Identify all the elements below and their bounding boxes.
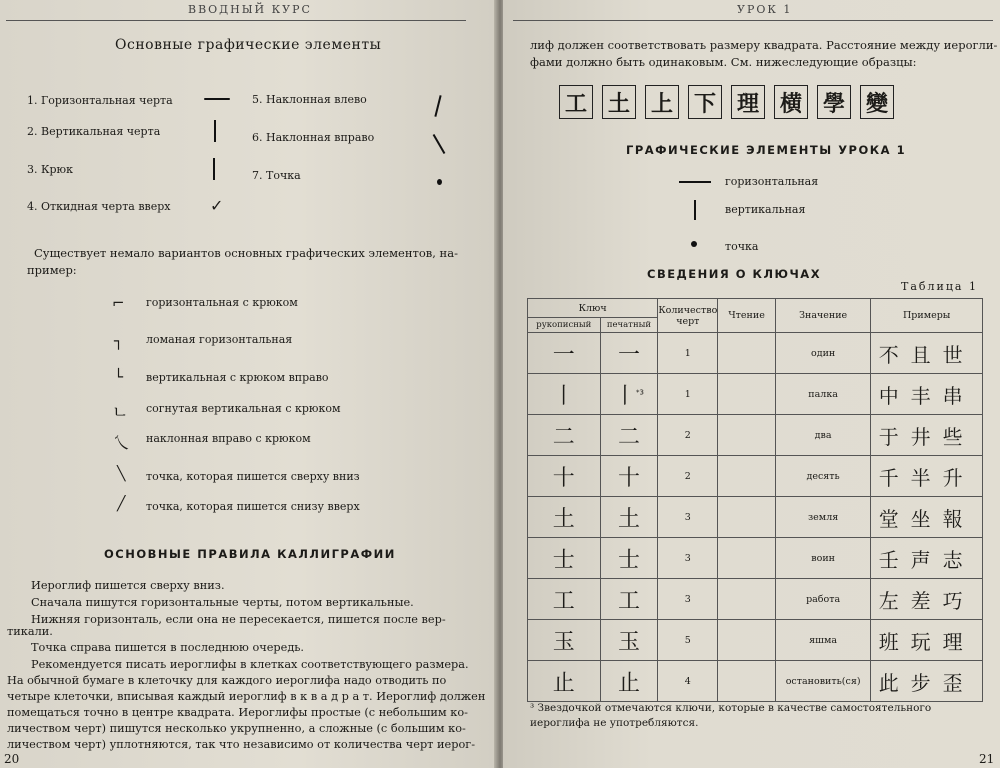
printed-radical: 工 — [600, 579, 658, 620]
examples-cell: 千半升 — [871, 456, 983, 497]
variant-item: вертикальная с крюком вправо — [146, 371, 329, 384]
section-heading: ГРАФИЧЕСКИЕ ЭЛЕМЕНТЫ УРОКА 1 — [626, 143, 907, 157]
paragraph-line: лиф должен соответствовать размеру квадрата. Расстояние между иерогли- — [530, 38, 998, 52]
vertical-stroke-icon — [694, 200, 696, 220]
footnote-line: иероглифа не употребляются. — [530, 717, 699, 729]
table-row — [528, 456, 983, 497]
lesson-element: точка — [725, 240, 759, 253]
printed-radical: 二 — [600, 415, 658, 456]
table-row — [528, 374, 983, 415]
vertical-right-hook-icon: └ — [114, 368, 124, 386]
running-head: УРОК 1 — [737, 3, 793, 16]
meaning-cell: десять — [775, 456, 871, 497]
rules-line: тикали. — [7, 625, 53, 638]
rules-line: Точка справа пишется в последнюю очередь. — [31, 641, 305, 654]
printed-radical-char: 丨 — [613, 383, 636, 409]
variant-item: наклонная вправо с крюком — [146, 432, 311, 445]
header-rule — [513, 20, 993, 21]
element-item: 6. Наклонная вправо — [252, 131, 375, 144]
element-item: 4. Откидная черта вверх — [27, 200, 171, 213]
table-row — [528, 538, 983, 579]
reading-cell — [718, 415, 776, 456]
handwritten-radical: 十 — [528, 456, 601, 497]
running-head: ВВОДНЫЙ КУРС — [188, 3, 312, 16]
element-item: 2. Вертикальная черта — [27, 125, 161, 138]
reading-cell — [718, 497, 776, 538]
handwritten-radical: 士 — [528, 538, 601, 579]
header-count: Количество черт — [658, 299, 718, 333]
rising-stroke-icon: ✓ — [210, 196, 224, 215]
stroke-count: 3 — [658, 497, 718, 538]
meaning-cell: остановить(ся) — [775, 661, 871, 702]
handwritten-radical: 一 — [528, 333, 601, 374]
variant-item: согнутая вертикальная с крюком — [146, 402, 341, 415]
sample-character: 學 — [817, 85, 851, 119]
footnote-mark: *3 — [635, 388, 644, 397]
stroke-count: 2 — [658, 415, 718, 456]
meaning-cell: два — [775, 415, 871, 456]
sample-character: 横 — [774, 85, 808, 119]
horizontal-stroke-icon — [204, 98, 230, 100]
page-number: 21 — [979, 752, 995, 766]
broken-horizontal-icon: ┐ — [114, 332, 124, 350]
table-header-row — [528, 299, 983, 318]
right-slant-stroke-icon — [433, 134, 446, 154]
bent-vertical-icon: ㄴ — [112, 403, 129, 423]
element-item: 1. Горизонтальная черта — [27, 94, 173, 107]
stroke-count: 3 — [658, 538, 718, 579]
lesson-element: вертикальная — [725, 203, 806, 216]
sample-character: 下 — [688, 85, 722, 119]
examples-cell: 中丰串 — [871, 374, 983, 415]
table-label: Таблица 1 — [901, 280, 978, 293]
dot-stroke-icon — [437, 179, 442, 185]
examples-cell: 壬声志 — [871, 538, 983, 579]
examples-cell: 左差巧 — [871, 579, 983, 620]
handwritten-radical: 土 — [528, 497, 601, 538]
meaning-cell: земля — [775, 497, 871, 538]
table-row — [528, 415, 983, 456]
reading-cell — [718, 538, 776, 579]
stroke-count: 5 — [658, 620, 718, 661]
meaning-cell: один — [775, 333, 871, 374]
header-handwritten: рукописный — [528, 318, 601, 333]
printed-radical: 玉 — [600, 620, 658, 661]
stroke-count: 1 — [658, 333, 718, 374]
rules-line: Иероглиф пишется сверху вниз. — [31, 579, 225, 592]
sample-character: 理 — [731, 85, 765, 119]
sample-character: 土 — [602, 85, 636, 119]
examples-cell: 此步歪 — [871, 661, 983, 702]
page-number: 20 — [4, 752, 20, 766]
right-page — [503, 0, 1000, 768]
lesson-element: горизонтальная — [725, 175, 819, 188]
sample-character: 上 — [645, 85, 679, 119]
right-slant-hook-icon: 乀 — [113, 433, 130, 452]
element-item: 7. Точка — [252, 169, 301, 182]
stroke-count: 2 — [658, 456, 718, 497]
header-examples: Примеры — [871, 299, 983, 333]
dot-stroke-icon — [691, 241, 697, 247]
reading-cell — [718, 579, 776, 620]
sample-character: 變 — [860, 85, 894, 119]
examples-cell: 于井些 — [871, 415, 983, 456]
handwritten-radical: 玉 — [528, 620, 601, 661]
left-slant-stroke-icon — [434, 95, 441, 117]
header-key: Ключ — [528, 299, 658, 318]
rules-line: Нижняя горизонталь, если она не пересекается, пишется после вер- — [31, 613, 446, 626]
footnote-line: ³ Звездочкой отмечаются ключи, которые в качестве самостоятельного — [530, 702, 932, 714]
handwritten-radical: 工 — [528, 579, 601, 620]
variant-item: горизонтальная с крюком — [146, 296, 298, 309]
dot-down-icon: ╲ — [117, 466, 126, 482]
rules-line: помещаться точно в центре квадрата. Иероглифы простые (с небольшим ко- — [7, 706, 468, 719]
hook-stroke-icon — [213, 158, 215, 180]
table-row — [528, 333, 983, 374]
handwritten-radical: 二 — [528, 415, 601, 456]
reading-cell — [718, 456, 776, 497]
meaning-cell: воин — [775, 538, 871, 579]
rules-line: Сначала пишутся горизонтальные черты, потом вертикальные. — [31, 596, 414, 609]
dot-up-icon: ╱ — [117, 496, 126, 512]
radicals-table — [527, 298, 983, 702]
rules-line: личеством черт) уплотняются, так что независимо от количества черт иерог- — [7, 738, 476, 751]
examples-cell: 不且世 — [871, 333, 983, 374]
meaning-cell: палка — [775, 374, 871, 415]
left-page — [0, 0, 497, 768]
table-row — [528, 579, 983, 620]
variant-item: точка, которая пишется снизу вверх — [146, 500, 360, 513]
meaning-cell: работа — [775, 579, 871, 620]
reading-cell — [718, 661, 776, 702]
paragraph-line: пример: — [27, 263, 77, 277]
stroke-count: 3 — [658, 579, 718, 620]
table-row — [528, 497, 983, 538]
header-rule — [6, 20, 466, 21]
header-reading: Чтение — [718, 299, 776, 333]
rules-line: четыре клеточки, вписывая каждый иероглиф в к в а д р а т. Иероглиф должен — [7, 690, 486, 703]
stroke-count: 1 — [658, 374, 718, 415]
rules-line: личеством черт) пишутся несколько укрупненно, а сложные (с большим ко- — [7, 722, 466, 735]
examples-cell: 班玩理 — [871, 620, 983, 661]
paragraph-line: Существует немало вариантов основных графических элементов, на- — [34, 246, 458, 260]
handwritten-radical: 丨 — [528, 374, 601, 415]
printed-radical — [600, 374, 658, 415]
table-row — [528, 620, 983, 661]
examples-cell: 堂坐報 — [871, 497, 983, 538]
meaning-cell: яшма — [775, 620, 871, 661]
section-heading: СВЕДЕНИЯ О КЛЮЧАХ — [647, 267, 822, 281]
reading-cell — [718, 333, 776, 374]
rules-line: Рекомендуется писать иероглифы в клетках соответствующего размера. — [31, 658, 469, 671]
section-heading: ОСНОВНЫЕ ПРАВИЛА КАЛЛИГРАФИИ — [104, 547, 396, 561]
handwritten-radical: 止 — [528, 661, 601, 702]
printed-radical: 止 — [600, 661, 658, 702]
paragraph-line: фами должно быть одинаковым. См. нижеследующие образцы: — [530, 55, 917, 69]
variant-item: ломаная горизонтальная — [146, 333, 293, 346]
header-meaning: Значение — [775, 299, 871, 333]
horizontal-stroke-icon — [679, 181, 711, 183]
printed-radical: 土 — [600, 497, 658, 538]
vertical-stroke-icon — [214, 120, 216, 142]
table-row — [528, 661, 983, 702]
page-title: Основные графические элементы — [115, 37, 382, 53]
element-item: 3. Крюк — [27, 163, 73, 176]
stroke-count: 4 — [658, 661, 718, 702]
reading-cell — [718, 620, 776, 661]
printed-radical: 十 — [600, 456, 658, 497]
element-item: 5. Наклонная влево — [252, 93, 367, 106]
header-printed: печатный — [600, 318, 658, 333]
sample-character: 工 — [559, 85, 593, 119]
printed-radical: 士 — [600, 538, 658, 579]
horizontal-hook-icon: ⌐ — [112, 294, 125, 312]
printed-radical: 一 — [600, 333, 658, 374]
reading-cell — [718, 374, 776, 415]
variant-item: точка, которая пишется сверху вниз — [146, 470, 360, 483]
rules-line: На обычной бумаге в клеточку для каждого иероглифа надо отводить по — [7, 674, 447, 687]
